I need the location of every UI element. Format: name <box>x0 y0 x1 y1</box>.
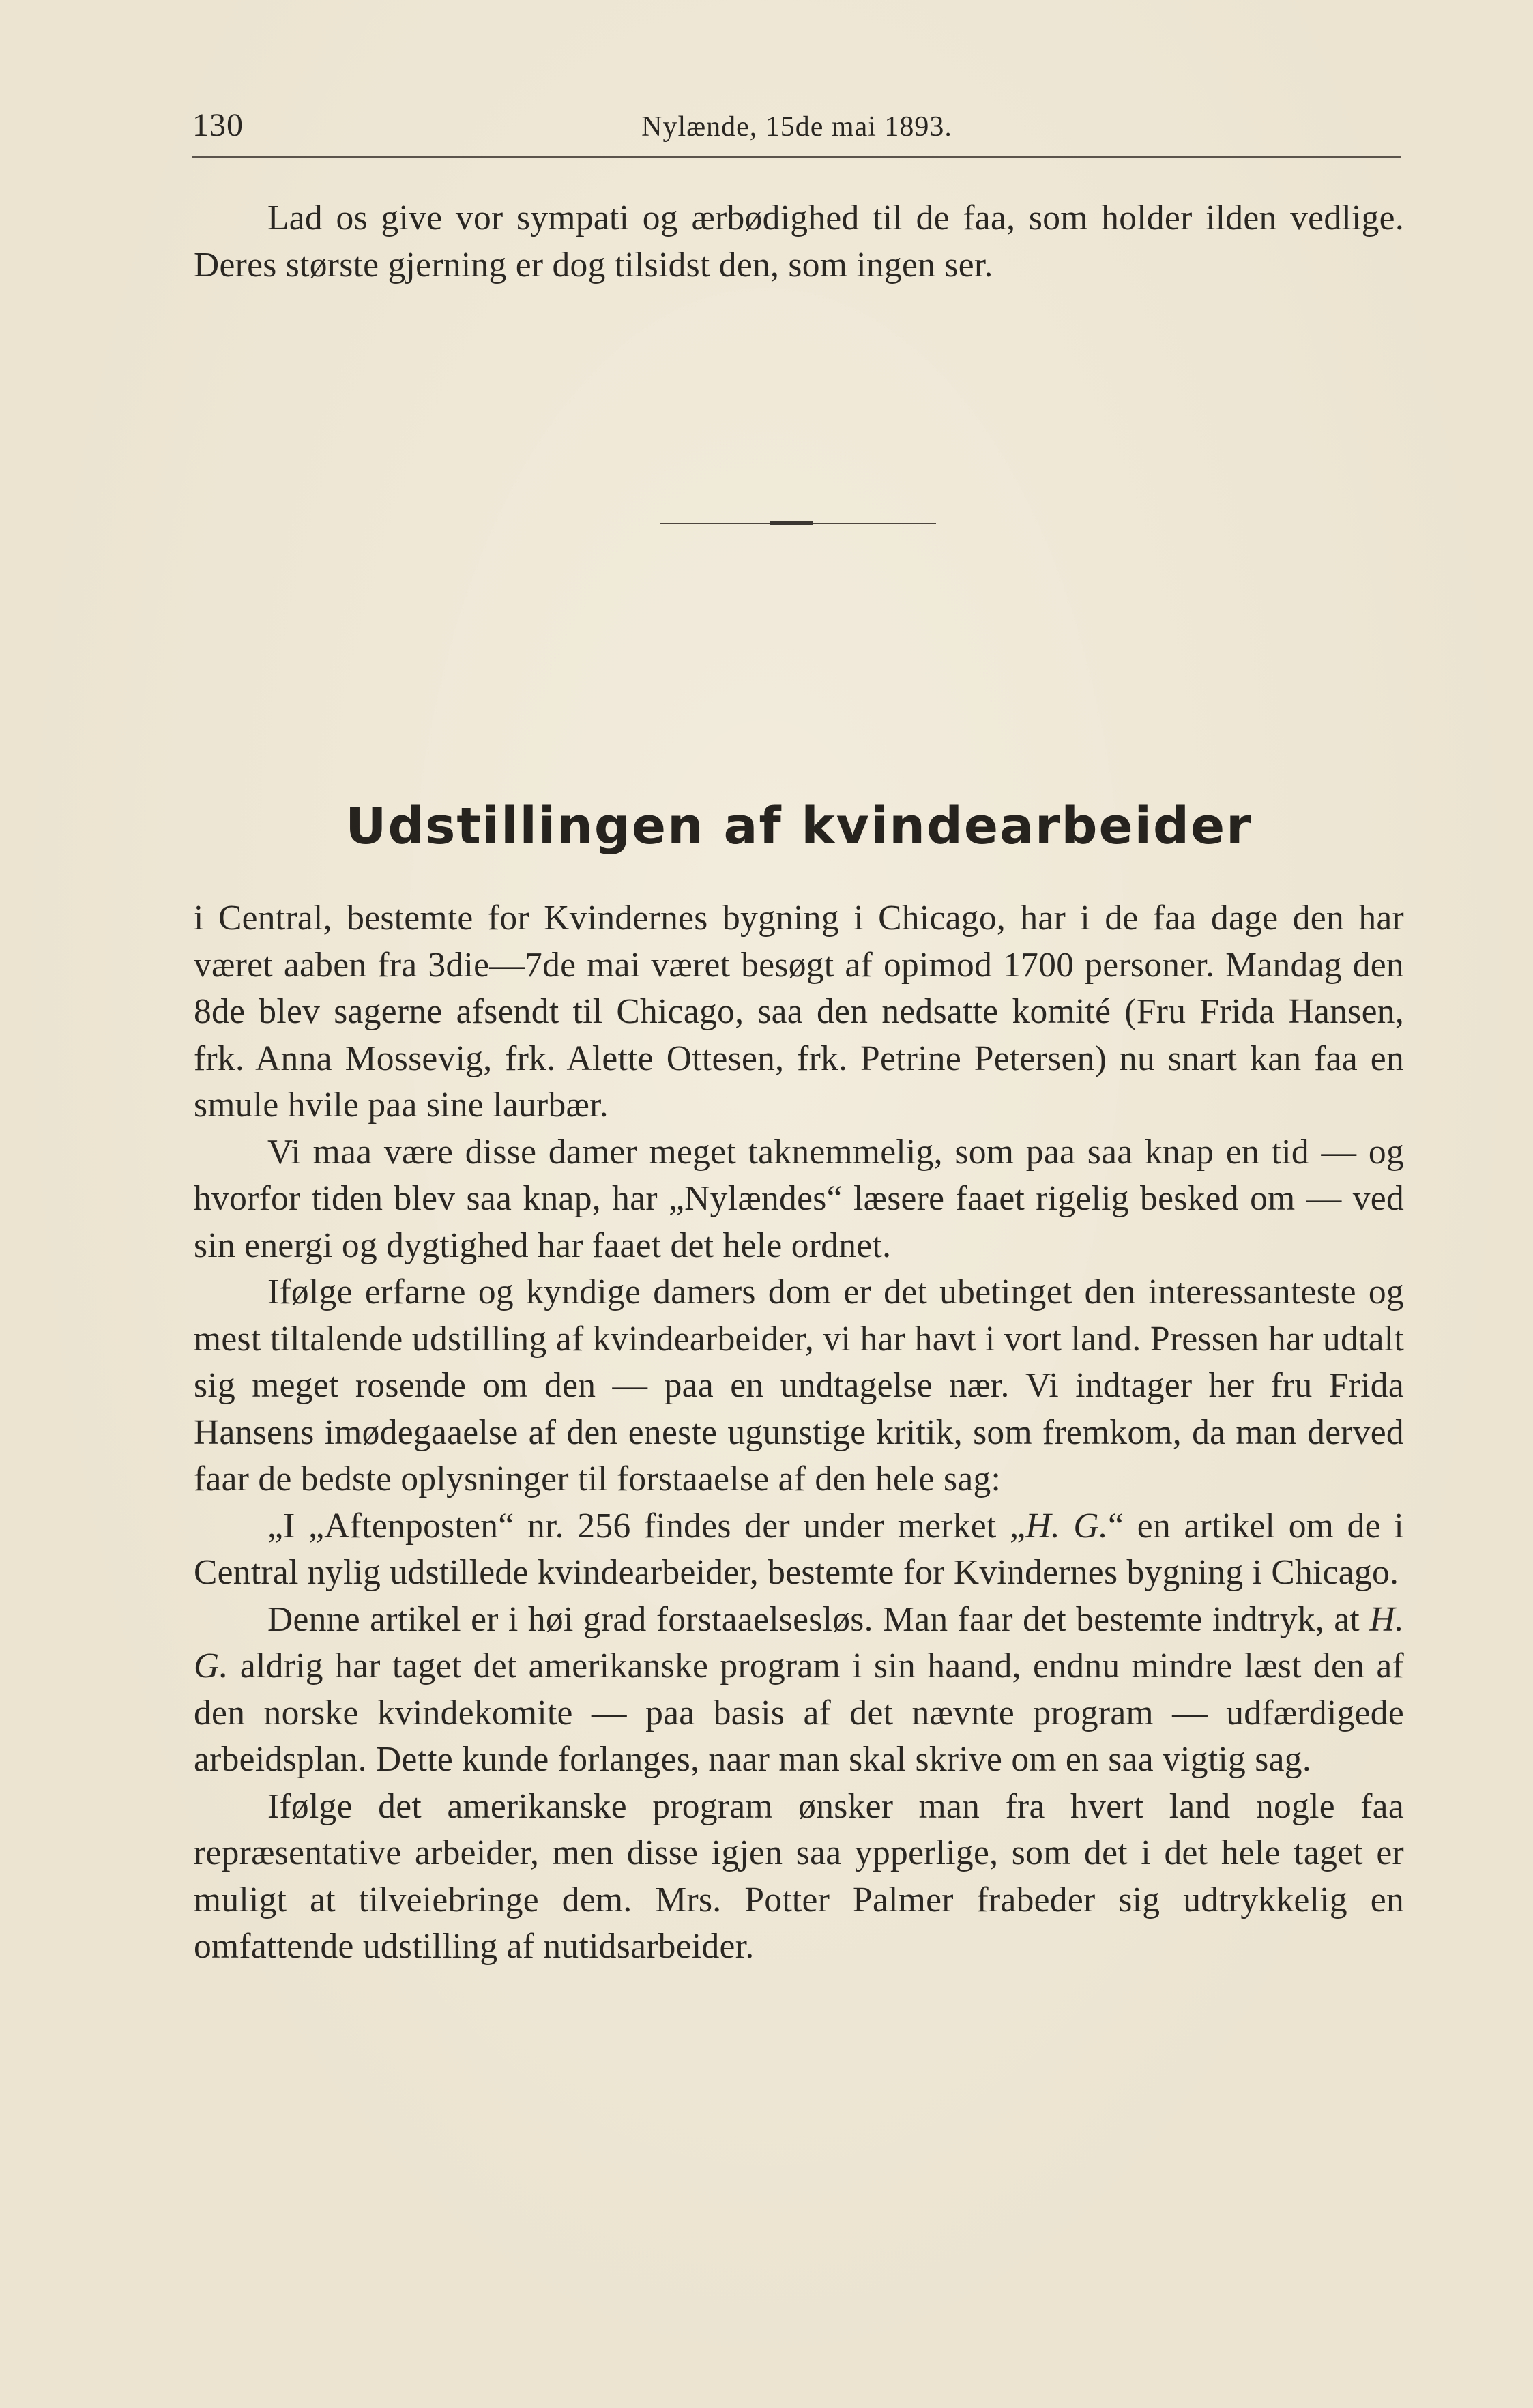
article-paragraph-6: Ifølge det amerikanske program ønsker man fra hvert land nogle faa repræsentative arbeider, men disse igjen saa ypperlige, som det i det hele taget er muligt at tilveiebringe dem. Mrs. Potter Palmer frabeder sig udtrykkelig en omfattende udstilling af nutidsarbeider. <box>194 1786 1404 1966</box>
p5-text-before: Denne artikel er i høi grad forstaaelsesløs. Man faar det bestemte indtryk, at <box>267 1599 1370 1639</box>
author-signature: H. G. <box>194 1599 1404 1685</box>
article-paragraph-4 <box>194 1503 1404 1597</box>
page-header <box>192 101 1401 158</box>
p4-text-before: „I „Aftenposten“ nr. 256 findes der under merket „ <box>267 1506 1026 1546</box>
article-title: Udstillingen af kvindearbeider <box>345 797 1253 856</box>
article-paragraph-1: i Central, bestemte for Kvindernes bygning i Chicago, har i de faa dage den har været aaben fra 3die—7de mai været besøgt af opimod 1700 personer. Mandag den 8de blev sagerne afsendt til Chicago, saa den nedsatte komité (Fru Frida Hansen, frk. Anna Mossevig, frk. Alette Ottesen, frk. Petrine Petersen) nu snart kan faa en smule hvile paa sine laurbær. <box>194 899 1404 1125</box>
intro-paragraph: Lad os give vor sympati og ærbødighed til de faa, som holder ilden vedlige. Deres største gjerning er dog tilsidst den, som ingen ser. <box>194 199 1404 285</box>
author-signature: H. G. <box>1025 1506 1109 1546</box>
intro-text <box>194 195 1404 289</box>
p4-text-after: “ en artikel om de i Central nylig udstillede kvindearbeider, bestemte for Kvindernes bygning i Chicago. <box>194 1506 1404 1592</box>
article-paragraph-2: Vi maa være disse damer meget taknemmelig, som paa saa knap en tid — og hvorfor tiden blev saa knap, har „Nylændes“ læsere faaet rigelig besked om — ved sin energi og dygtighed har faaet det hele ordnet. <box>194 1132 1404 1265</box>
divider-mark <box>770 521 813 525</box>
running-head: Nylænde, 15de mai 1893. <box>641 111 952 143</box>
article-paragraph-5 <box>194 1597 1404 1784</box>
article-paragraph-3: Ifølge erfarne og kyndige damers dom er det ubetinget den interessanteste og mest tiltalende udstilling af kvindearbeider, vi har havt i vort land. Pressen har udtalt sig meget rosende om den — paa en undtagelse nær. Vi indtager her fru Frida Hansens imødegaaelse af den eneste ugunstige kritik, som fremkom, da man derved faar de bedste oplysninger til forstaaelse af den hele sag: <box>194 1273 1404 1498</box>
article-body <box>194 895 1404 1971</box>
p5-text-after: aldrig har taget det amerikanske program i sin haand, endnu mindre læst den af den norske kvindekomite — paa basis af det nævnte program — udfærdigede arbeidsplan. Dette kunde forlanges, naar man skal skrive om en saa vigtig sag. <box>194 1647 1404 1779</box>
page-number: 130 <box>192 107 244 143</box>
